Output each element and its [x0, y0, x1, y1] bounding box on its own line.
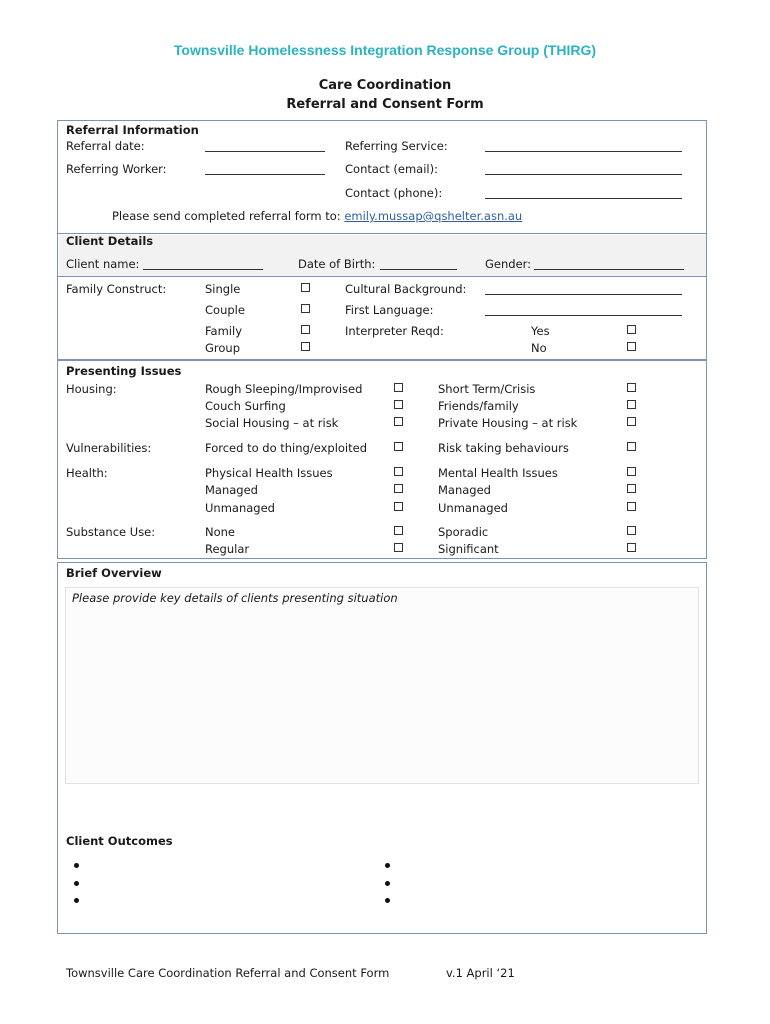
divider [58, 276, 706, 277]
first-language-label: First Language: [345, 303, 434, 317]
family-construct-label: Family Construct: [66, 282, 167, 296]
outcomes-heading: Client Outcomes [66, 834, 173, 848]
substance-use-label: Substance Use: [66, 525, 156, 539]
health-option-label: Physical Health Issues [205, 466, 333, 480]
family-option-label: Family [205, 324, 243, 338]
family-option-label: Couple [205, 303, 245, 317]
substance-option-label: None [205, 525, 236, 539]
send-instructions [112, 209, 522, 223]
gender-label: Gender: [485, 257, 532, 271]
substance-regular-checkbox[interactable] [394, 543, 403, 552]
health-option-label: Unmanaged [438, 501, 508, 515]
housing-label: Housing: [66, 382, 117, 396]
footer-title: Townsville Care Coordination Referral and Consent Form [66, 966, 390, 980]
contact-phone-field[interactable] [485, 187, 682, 199]
overview-textarea[interactable] [65, 587, 699, 784]
housing-option-label: Social Housing – at risk [205, 416, 339, 430]
interpreter-no-checkbox[interactable] [627, 342, 636, 351]
health-mental-unmanaged-checkbox[interactable] [627, 502, 636, 511]
health-mental-managed-checkbox[interactable] [627, 484, 636, 493]
contact-phone-label: Contact (phone): [345, 186, 443, 200]
overview-placeholder: Please provide key details of clients presenting situation [72, 591, 398, 605]
vuln-exploited-checkbox[interactable] [394, 442, 403, 451]
outcome-bullet[interactable] [74, 863, 79, 868]
first-language-field[interactable] [485, 304, 682, 316]
referring-service-label: Referring Service: [345, 139, 448, 153]
health-label: Health: [66, 466, 108, 480]
client-name-label: Client name: [66, 257, 140, 271]
family-group-checkbox[interactable] [301, 342, 310, 351]
outcome-bullet[interactable] [385, 863, 390, 868]
issues-heading: Presenting Issues [66, 364, 182, 378]
vuln-option-label: Risk taking behaviours [438, 441, 569, 455]
send-text: Please send completed referral form to: [112, 209, 341, 223]
outcome-bullet[interactable] [74, 881, 79, 886]
client-heading: Client Details [66, 234, 154, 248]
referral-heading: Referral Information [66, 123, 199, 137]
interpreter-label: Interpreter Reqd: [345, 324, 444, 338]
dob-label: Date of Birth: [298, 257, 376, 271]
referring-worker-label: Referring Worker: [66, 162, 167, 176]
outcome-bullet[interactable] [385, 881, 390, 886]
health-physical-checkbox[interactable] [394, 467, 403, 476]
vuln-risk-taking-checkbox[interactable] [627, 442, 636, 451]
cultural-background-field[interactable] [485, 283, 682, 295]
health-option-label: Managed [438, 483, 491, 497]
form-title-line-1: Care Coordination [318, 78, 452, 93]
housing-couch-surfing-checkbox[interactable] [394, 400, 403, 409]
vulnerabilities-label: Vulnerabilities: [66, 441, 152, 455]
substance-option-label: Significant [438, 542, 499, 556]
housing-option-label: Rough Sleeping/Improvised [205, 382, 363, 396]
vuln-option-label: Forced to do thing/exploited [205, 441, 368, 455]
health-option-label: Managed [205, 483, 258, 497]
family-single-checkbox[interactable] [301, 283, 310, 292]
interpreter-yes-label: Yes [531, 324, 550, 338]
referral-date-field[interactable] [205, 140, 325, 152]
family-family-checkbox[interactable] [301, 325, 310, 334]
substance-significant-checkbox[interactable] [627, 543, 636, 552]
outcome-bullet[interactable] [385, 898, 390, 903]
footer-version: v.1 April ‘21 [446, 966, 515, 980]
client-name-field[interactable] [143, 258, 263, 270]
send-email-link[interactable]: emily.mussap@qshelter.asn.au [344, 209, 523, 223]
interpreter-no-label: No [531, 341, 547, 355]
substance-none-checkbox[interactable] [394, 526, 403, 535]
family-option-label: Single [205, 282, 241, 296]
health-option-label: Mental Health Issues [438, 466, 558, 480]
contact-email-field[interactable] [485, 163, 682, 175]
family-couple-checkbox[interactable] [301, 304, 310, 313]
cultural-background-label: Cultural Background: [345, 282, 467, 296]
health-physical-managed-checkbox[interactable] [394, 484, 403, 493]
housing-friends-family-checkbox[interactable] [627, 400, 636, 409]
referring-worker-field[interactable] [205, 163, 325, 175]
health-physical-unmanaged-checkbox[interactable] [394, 502, 403, 511]
family-option-label: Group [205, 341, 241, 355]
substance-option-label: Regular [205, 542, 250, 556]
referring-service-field[interactable] [485, 140, 682, 152]
housing-social-at-risk-checkbox[interactable] [394, 417, 403, 426]
gender-field[interactable] [534, 258, 684, 270]
health-mental-checkbox[interactable] [627, 467, 636, 476]
referral-date-label: Referral date: [66, 139, 145, 153]
substance-option-label: Sporadic [438, 525, 489, 539]
housing-option-label: Private Housing – at risk [438, 416, 578, 430]
housing-option-label: Short Term/Crisis [438, 382, 536, 396]
interpreter-yes-checkbox[interactable] [627, 325, 636, 334]
dob-field[interactable] [380, 258, 457, 270]
housing-rough-sleeping-checkbox[interactable] [394, 383, 403, 392]
overview-heading: Brief Overview [66, 566, 162, 580]
housing-short-term-checkbox[interactable] [627, 383, 636, 392]
outcome-bullet[interactable] [74, 898, 79, 903]
form-title-line-2: Referral and Consent Form [286, 97, 484, 112]
housing-option-label: Friends/family [438, 399, 519, 413]
contact-email-label: Contact (email): [345, 162, 438, 176]
organisation-title: Townsville Homelessness Integration Response Group (THIRG) [173, 42, 597, 58]
housing-option-label: Couch Surfing [205, 399, 286, 413]
substance-sporadic-checkbox[interactable] [627, 526, 636, 535]
health-option-label: Unmanaged [205, 501, 275, 515]
housing-private-at-risk-checkbox[interactable] [627, 417, 636, 426]
